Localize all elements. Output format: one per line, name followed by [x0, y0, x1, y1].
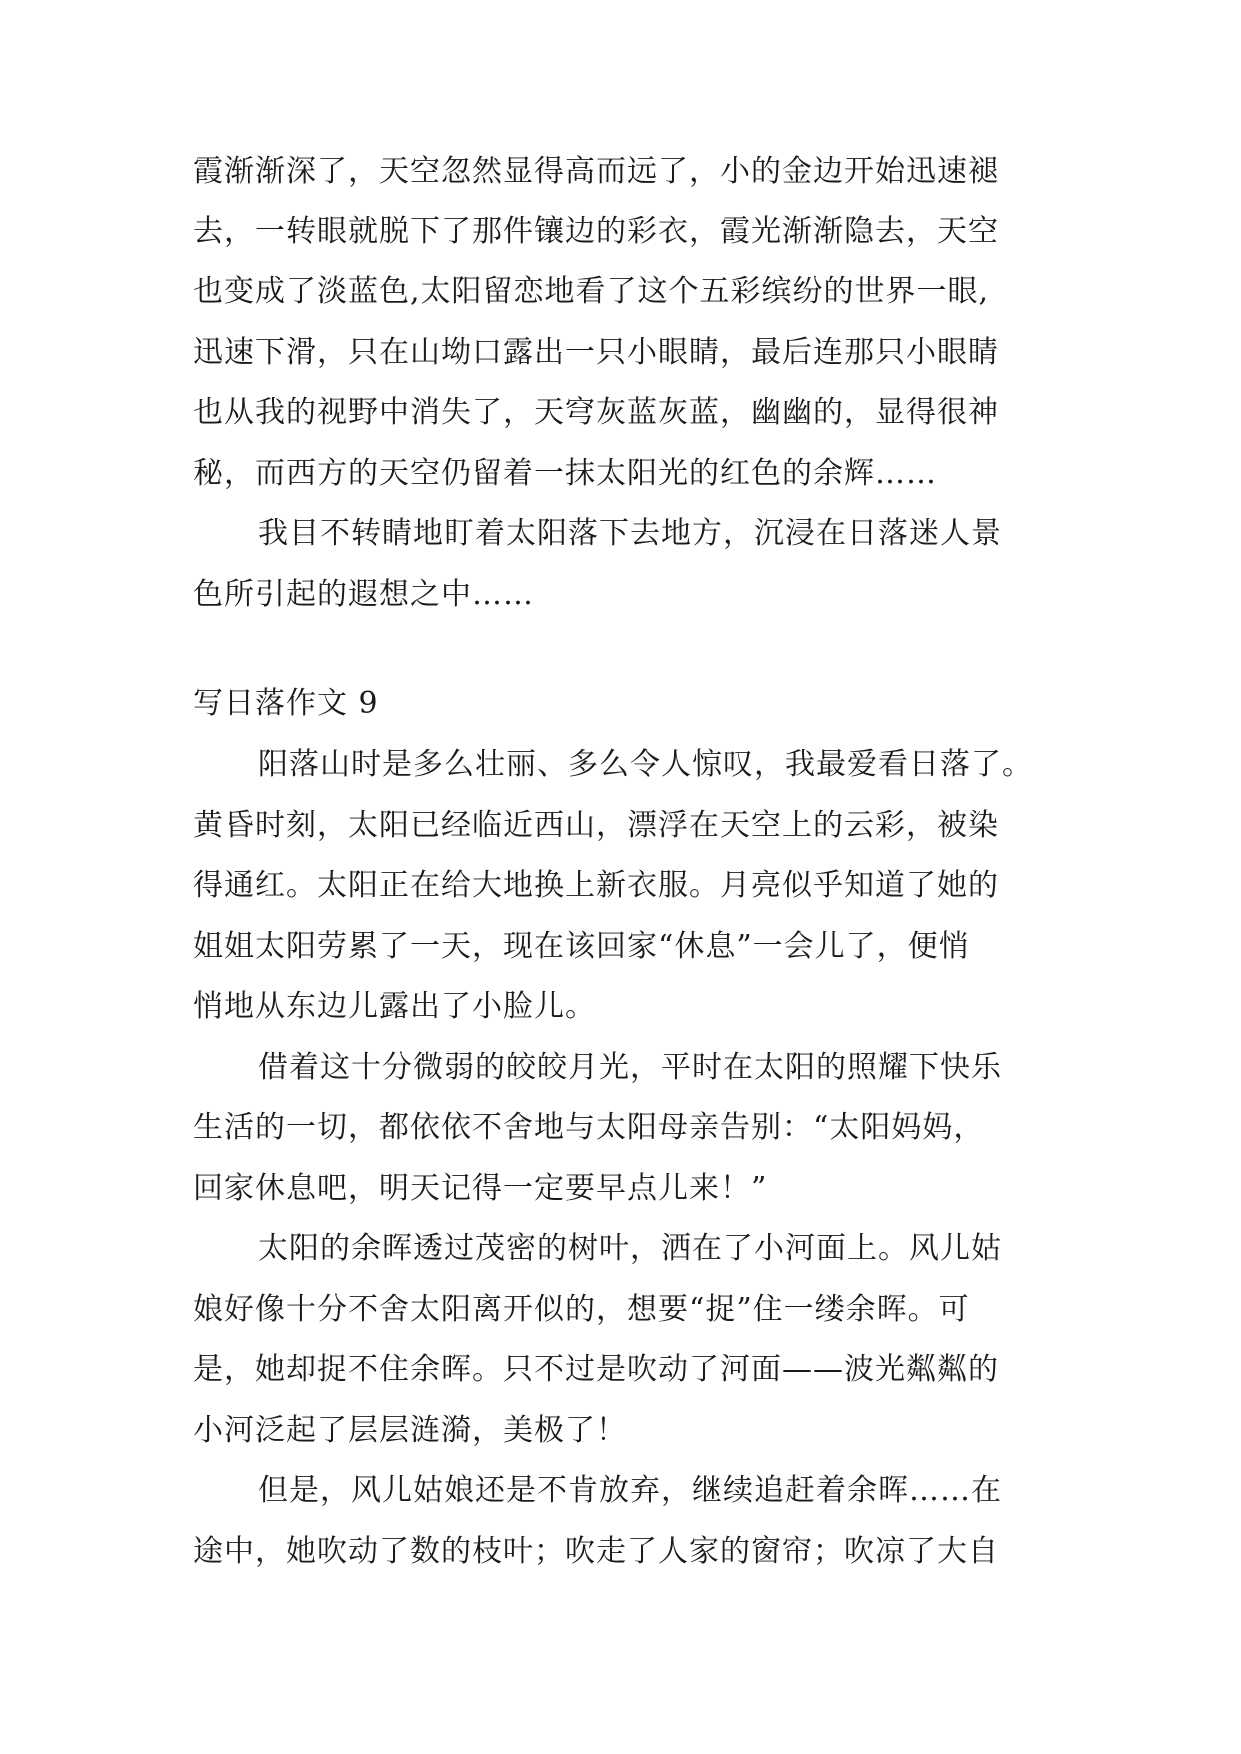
text-line: 色所引起的遐想之中……: [193, 577, 534, 612]
paragraph-start-line: 但是，风儿姑娘还是不肯放弃，继续追赶着余晖……在: [258, 1473, 1002, 1508]
text-line: 途中，她吹动了数的枝叶；吹走了人家的窗帘；吹凉了大自: [193, 1534, 999, 1569]
text-line: 娘好像十分不舍太阳离开似的，想要“捉”住一缕余晖。可: [193, 1292, 970, 1327]
text-line: 黄昏时刻，太阳已经临近西山，漂浮在天空上的云彩，被染: [193, 808, 999, 843]
text-line: 小河泛起了层层涟漪，美极了！: [193, 1413, 627, 1448]
text-line: 回家休息吧，明天记得一定要早点儿来！”: [193, 1171, 768, 1206]
text-line: 也变成了淡蓝色,太阳留恋地看了这个五彩缤纷的世界一眼,: [193, 274, 990, 309]
paragraph-start-line: 我目不转睛地盯着太阳落下去地方，沉浸在日落迷人景: [258, 516, 1002, 551]
text-line: 得通红。太阳正在给大地换上新衣服。月亮似乎知道了她的: [193, 868, 999, 903]
text-line: 也从我的视野中消失了，天穹灰蓝灰蓝，幽幽的，显得很神: [193, 395, 999, 430]
text-line: 去，一转眼就脱下了那件镶边的彩衣，霞光渐渐隐去，天空: [193, 214, 999, 249]
text-line: 生活的一切，都依依不舍地与太阳母亲告别：“太阳妈妈，: [193, 1110, 985, 1145]
section-title: 写日落作文 9: [193, 686, 379, 721]
paragraph-start-line: 太阳的余晖透过茂密的树叶，洒在了小河面上。风儿姑: [258, 1231, 1002, 1266]
paragraph-start-line: 阳落山时是多么壮丽、多么令人惊叹，我最爱看日落了。: [258, 747, 1033, 782]
text-line: 悄地从东边儿露出了小脸儿。: [193, 989, 596, 1024]
paragraph-start-line: 借着这十分微弱的皎皎月光，平时在太阳的照耀下快乐: [258, 1050, 1002, 1085]
text-line: 姐姐太阳劳累了一天，现在该回家“休息”一会儿了，便悄: [193, 929, 970, 964]
text-line: 霞渐渐深了，天空忽然显得高而远了，小的金边开始迅速褪: [193, 154, 999, 189]
text-line: 迅速下滑，只在山坳口露出一只小眼睛，最后连那只小眼睛: [193, 335, 999, 370]
text-line: 是，她却捉不住余晖。只不过是吹动了河面——波光粼粼的: [193, 1352, 999, 1387]
text-line: 秘，而西方的天空仍留着一抹太阳光的红色的余辉……: [193, 456, 937, 491]
